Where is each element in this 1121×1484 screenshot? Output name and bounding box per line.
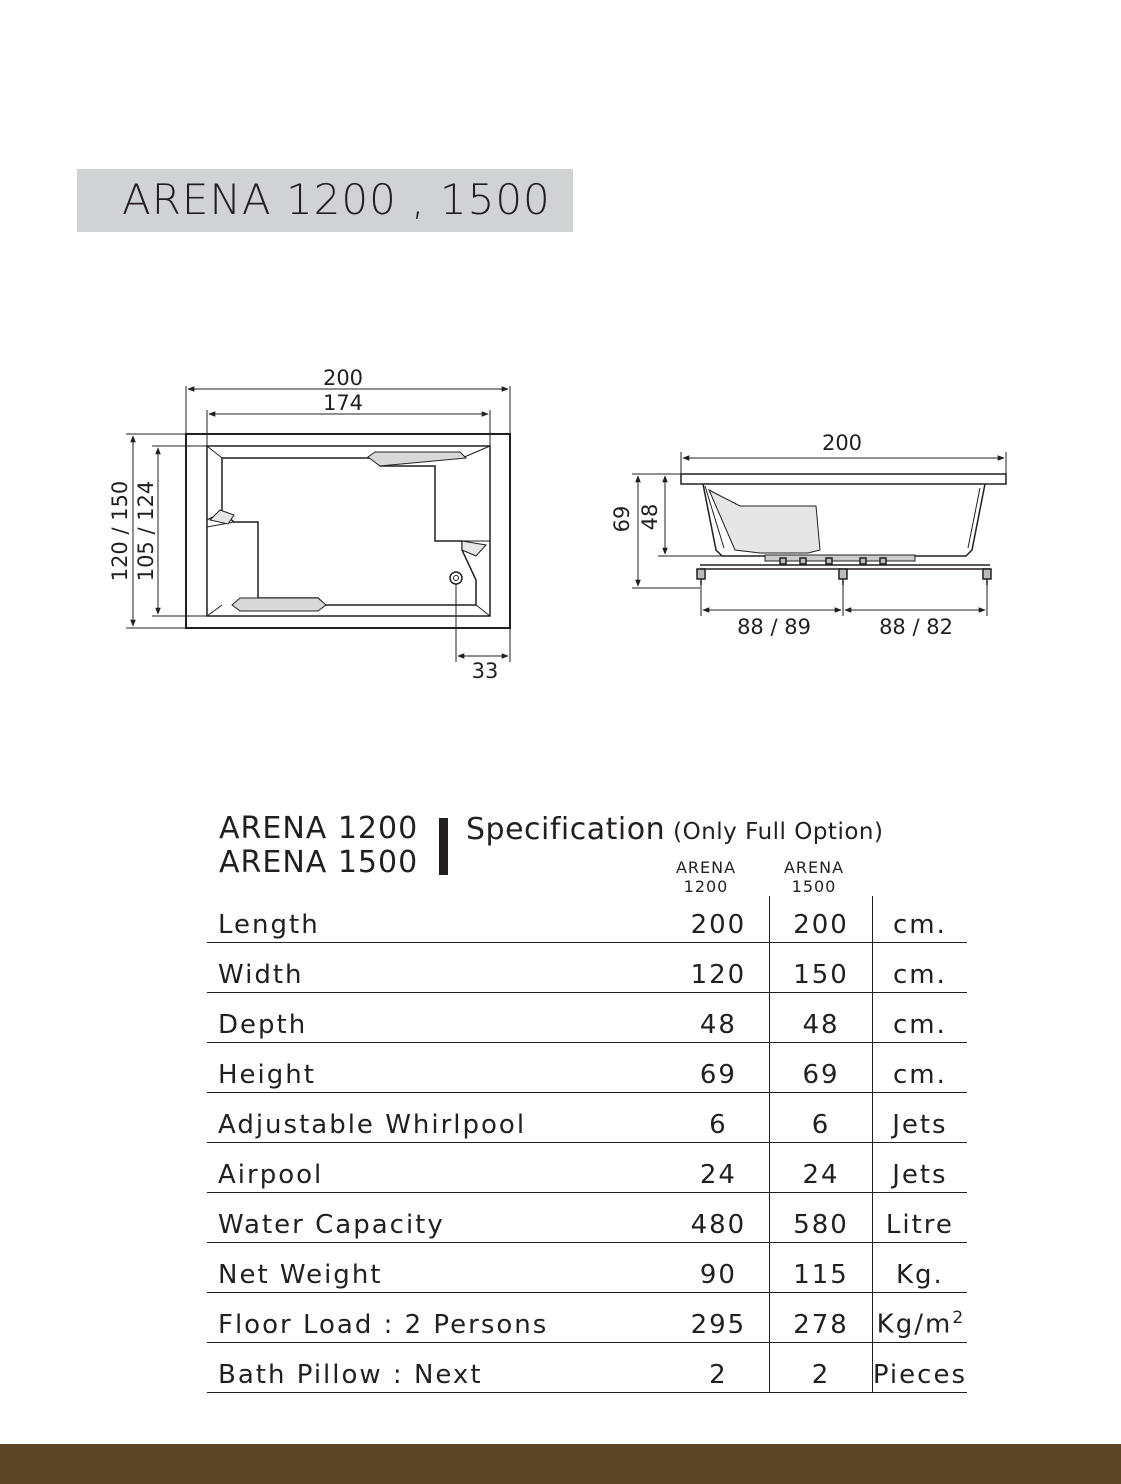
table-row: Airpool 24 24 Jets <box>207 1143 967 1193</box>
dim-leg-right: 88 / 82 <box>879 615 953 639</box>
dim-side-height: 69 <box>610 505 634 533</box>
table-row: Water Capacity 480 580 Litre <box>207 1193 967 1243</box>
spec-heading-title: Specification <box>466 812 666 847</box>
top-view-drawing <box>126 386 510 662</box>
side-feet <box>697 558 991 585</box>
column-header-arena-1200: ARENA 1200 <box>675 858 737 896</box>
side-view-drawing <box>632 452 1006 616</box>
dim-side-length: 200 <box>821 431 863 455</box>
specification-table <box>207 896 967 1393</box>
spec-model-1: ARENA 1200 <box>219 811 419 846</box>
table-row: Floor Load : 2 Persons 295 278 $Kg/m^2$ <box>207 1293 967 1343</box>
footer-bar <box>0 1444 1121 1484</box>
table-row: Height 69 69 cm. <box>207 1043 967 1093</box>
table-row: Depth 48 48 cm. <box>207 993 967 1043</box>
spec-model-names <box>219 812 418 880</box>
page-title: ARENA 1200 , 1500 <box>122 175 551 224</box>
table-row: Adjustable Whirlpool 6 6 Jets <box>207 1093 967 1143</box>
column-header-arena-1500: ARENA 1500 <box>783 858 845 896</box>
technical-drawings <box>0 0 1121 720</box>
side-rim <box>681 474 1006 484</box>
side-base <box>765 555 915 561</box>
pillow-bottom <box>232 598 326 611</box>
dim-top-length-outer: 200 <box>322 366 364 390</box>
tub-outer-rim <box>186 434 510 628</box>
spec-heading <box>466 812 883 847</box>
headrest-left <box>210 510 234 524</box>
tub-basin-contour <box>222 458 476 605</box>
table-row: Width 120 150 cm. <box>207 943 967 993</box>
table-row: Length 200 200 cm. <box>207 896 967 943</box>
dim-side-depth: 48 <box>638 503 662 531</box>
unit-with-superscript: $Kg/m^2$ <box>872 1293 967 1343</box>
table-row: Bath Pillow : Next 2 2 Pieces <box>207 1343 967 1393</box>
dim-drain-offset: 33 <box>471 659 499 683</box>
dim-top-width-inner: 105 / 124 <box>134 480 158 582</box>
spec-heading-note: (Only Full Option) <box>673 819 884 845</box>
side-seat <box>709 490 820 553</box>
dim-leg-left: 88 / 89 <box>737 615 811 639</box>
spec-model-2: ARENA 1500 <box>219 845 419 880</box>
dim-top-width-outer: 120 / 150 <box>108 480 132 582</box>
spec-divider-bar <box>439 818 448 875</box>
pillow-top <box>368 452 466 466</box>
tub-inner-basin <box>207 446 490 616</box>
drain-icon <box>450 572 462 584</box>
table-row: Net Weight 90 115 Kg. <box>207 1243 967 1293</box>
headrest-right <box>462 541 486 556</box>
dim-top-length-inner: 174 <box>322 391 364 415</box>
